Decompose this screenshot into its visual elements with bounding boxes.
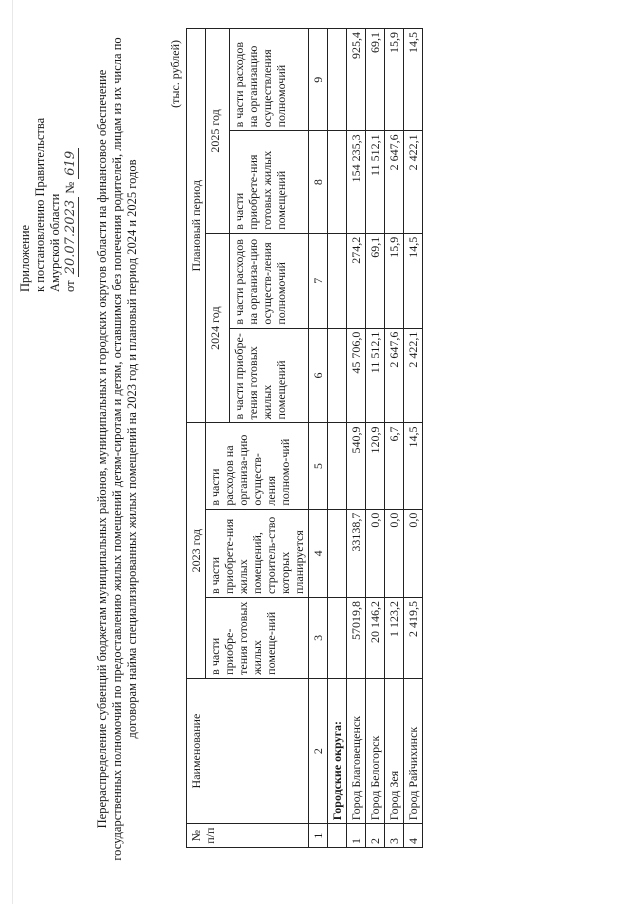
row-c8: 2 647,6 xyxy=(385,131,404,233)
row-c5: 120,9 xyxy=(366,423,385,509)
appendix-resolution: к постановлению Правительства xyxy=(33,117,47,292)
col-index: 5 xyxy=(309,423,328,509)
table-row xyxy=(366,29,385,848)
row-name: Город Благовещенск xyxy=(347,678,366,823)
row-no: 2 xyxy=(366,824,385,848)
row-c8: 2 422,1 xyxy=(404,131,423,233)
row-c7: 15,9 xyxy=(385,233,404,328)
col-index: 6 xyxy=(309,328,328,423)
appendix-region: Амурской области xyxy=(48,193,62,292)
header-plan-period: Плановый период xyxy=(187,29,206,423)
header-col3: в части приобре-тения готовых жилых помеще-ний xyxy=(206,598,309,679)
header-col5: в части расходов на организа-цию осуществ-ления полномо-чий xyxy=(206,423,309,509)
row-c9: 14,5 xyxy=(404,29,423,131)
document-title: Перераспределение субвенций бюджетам муниципальных районов, муниципальных и городских округов области на финансовое обеспечение государственных полномочий по предоставлению жилых помещений детям-сиротам и детям, оставшимся без попечения родителей, лицам из их числа по договорам найма специализированных жилых помещений на 2023 год и плановый период 2024 и 2025 годов xyxy=(95,37,139,861)
subvention-table xyxy=(186,28,423,848)
row-c9: 69,1 xyxy=(366,29,385,131)
table-row xyxy=(404,29,423,848)
row-name: Город Райчихинск xyxy=(404,678,423,823)
col-index: 9 xyxy=(309,29,328,131)
header-2024: 2024 год xyxy=(206,233,230,423)
number-sign: № xyxy=(63,181,77,194)
header-row-1 xyxy=(187,29,206,848)
units-label: (тыс. рублей) xyxy=(168,40,182,108)
row-no: 4 xyxy=(404,824,423,848)
header-col7: в части расходов на организа-цию осуществ-ления полномочий xyxy=(230,233,309,328)
row-c7: 69,1 xyxy=(366,233,385,328)
appendix-label: Приложение xyxy=(18,224,32,292)
row-c7: 14,5 xyxy=(404,233,423,328)
row-c3: 1 123,2 xyxy=(385,598,404,679)
col-index: 4 xyxy=(309,509,328,597)
header-name: Наименование xyxy=(187,678,309,823)
header-col8: в части приобрете-ния готовых жилых помещений xyxy=(230,131,309,233)
row-c4: 0,0 xyxy=(404,509,423,597)
row-c6: 11 512,1 xyxy=(366,328,385,423)
col-index: 2 xyxy=(309,678,328,823)
row-c6: 45 706,0 xyxy=(347,328,366,423)
col-index: 1 xyxy=(309,824,328,848)
row-c3: 20 146,2 xyxy=(366,598,385,679)
row-c6: 2 647,6 xyxy=(385,328,404,423)
table-row xyxy=(385,29,404,848)
col-index: 8 xyxy=(309,131,328,233)
row-no: 1 xyxy=(347,824,366,848)
col-index: 3 xyxy=(309,598,328,679)
row-c4: 0,0 xyxy=(385,509,404,597)
header-2023: 2023 год xyxy=(187,423,206,678)
handwritten-number: 619 xyxy=(63,148,79,179)
row-name: Город Белогорск xyxy=(366,678,385,823)
row-c4: 0,0 xyxy=(366,509,385,597)
row-c6: 2 422,1 xyxy=(404,328,423,423)
row-c8: 11 512,1 xyxy=(366,131,385,233)
column-index-row xyxy=(309,29,328,848)
header-2025: 2025 год xyxy=(206,29,230,234)
table-row xyxy=(347,29,366,848)
row-c9: 925,4 xyxy=(347,29,366,131)
row-c5: 14,5 xyxy=(404,423,423,509)
header-col6: в части приобре-тения готовых жилых помещений xyxy=(230,328,309,423)
col-index: 7 xyxy=(309,233,328,328)
row-c3: 2 419,5 xyxy=(404,598,423,679)
row-c8: 154 235,3 xyxy=(347,131,366,233)
appendix-block xyxy=(18,42,78,292)
row-c5: 540,9 xyxy=(347,423,366,509)
from-label: от xyxy=(63,280,77,292)
appendix-date-line xyxy=(63,42,78,292)
header-col9: в части расходов на организацию осуществления полномочий xyxy=(230,29,309,131)
row-c3: 57019,8 xyxy=(347,598,366,679)
row-c9: 15,9 xyxy=(385,29,404,131)
handwritten-date: 20.07.2023 xyxy=(63,197,79,277)
section-row xyxy=(328,29,347,848)
row-c7: 274,2 xyxy=(347,233,366,328)
row-c5: 6,7 xyxy=(385,423,404,509)
row-no: 3 xyxy=(385,824,404,848)
header-col4: в части приобрете-ния жилых помещений, строитель-ство которых планируется xyxy=(206,509,309,597)
header-no: № п/п xyxy=(187,824,309,848)
row-c4: 33138,7 xyxy=(347,509,366,597)
scan-edge xyxy=(12,0,13,904)
section-label: Городские округа: xyxy=(328,678,347,823)
row-name: Город Зея xyxy=(385,678,404,823)
